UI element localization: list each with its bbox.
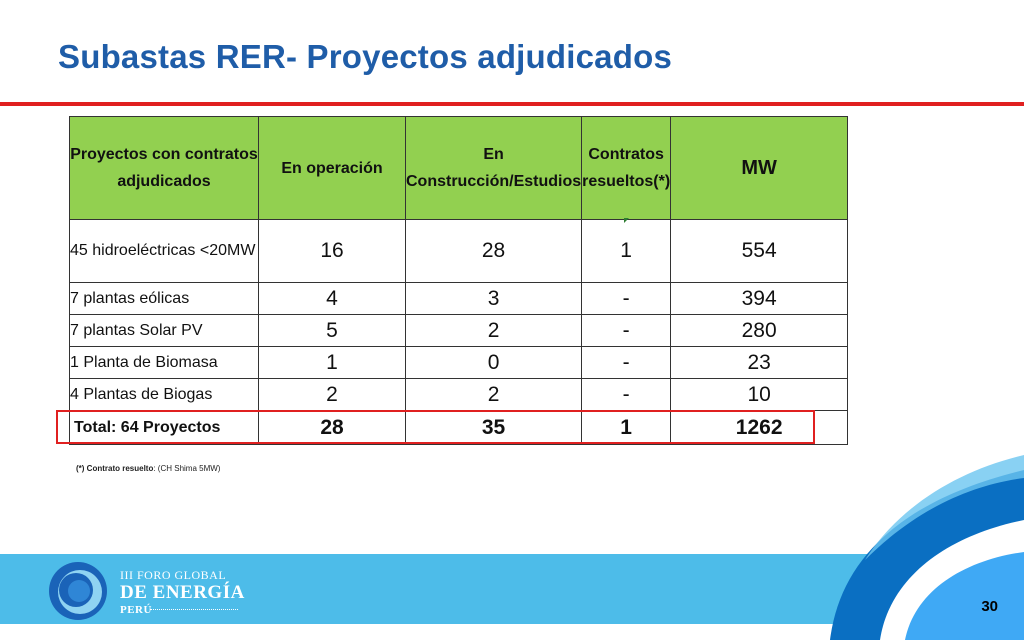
row-label: 45 hidroeléctricas <20MW bbox=[70, 220, 259, 283]
total-label: Total: 64 Proyectos bbox=[70, 411, 259, 445]
row-label: 1 Planta de Biomasa bbox=[70, 347, 259, 379]
brand-line-1: III FORO GLOBAL bbox=[120, 568, 227, 582]
cell-resueltos: - bbox=[582, 379, 671, 411]
header-en-operacion: En operación bbox=[259, 117, 406, 220]
cell-operacion: 2 bbox=[259, 379, 406, 411]
total-operacion: 28 bbox=[259, 411, 406, 445]
cell-mw: 280 bbox=[671, 315, 848, 347]
footnote-term: (*) Contrato resuelto bbox=[76, 464, 154, 473]
cell-construccion: 2 bbox=[406, 379, 582, 411]
cell-operacion: 5 bbox=[259, 315, 406, 347]
total-resueltos: 1 bbox=[582, 411, 671, 445]
header-mw: MW bbox=[671, 117, 848, 220]
brand-line-3: PERÚ bbox=[120, 604, 152, 616]
cell-construccion: 0 bbox=[406, 347, 582, 379]
cell-resueltos: - bbox=[582, 347, 671, 379]
cell-operacion: 4 bbox=[259, 283, 406, 315]
total-mw: 1262 bbox=[671, 411, 848, 445]
brand-line-2: DE ENERGÍA bbox=[120, 582, 245, 603]
header-proyectos: Proyectos con contratos adjudicados bbox=[70, 117, 259, 220]
header-en-construccion: En Construcción/Estudios bbox=[406, 117, 582, 220]
page-number: 30 bbox=[981, 598, 998, 615]
cell-mw: 394 bbox=[671, 283, 848, 315]
slide-title: Subastas RER- Proyectos adjudicados bbox=[58, 38, 673, 75]
cell-mw: 10 bbox=[671, 379, 848, 411]
foro-global-logo-icon bbox=[46, 560, 110, 622]
cell-resueltos: 1 bbox=[582, 220, 671, 283]
cell-operacion: 1 bbox=[259, 347, 406, 379]
total-construccion: 35 bbox=[406, 411, 582, 445]
row-label: 7 plantas eólicas bbox=[70, 283, 259, 315]
header-contratos-resueltos: Contratos resueltos(*) bbox=[582, 117, 671, 220]
row-label: 4 Plantas de Biogas bbox=[70, 379, 259, 411]
brand-dotted-line bbox=[150, 609, 238, 610]
row-label: 7 plantas Solar PV bbox=[70, 315, 259, 347]
cell-operacion: 16 bbox=[259, 220, 406, 283]
cell-construccion: 28 bbox=[406, 220, 582, 283]
footnote-text: : (CH Shima 5MW) bbox=[153, 464, 221, 473]
cell-resueltos: - bbox=[582, 283, 671, 315]
cell-resueltos: - bbox=[582, 315, 671, 347]
cell-mw: 554 bbox=[671, 220, 848, 283]
cell-construccion: 2 bbox=[406, 315, 582, 347]
cell-mw: 23 bbox=[671, 347, 848, 379]
cell-construccion: 3 bbox=[406, 283, 582, 315]
